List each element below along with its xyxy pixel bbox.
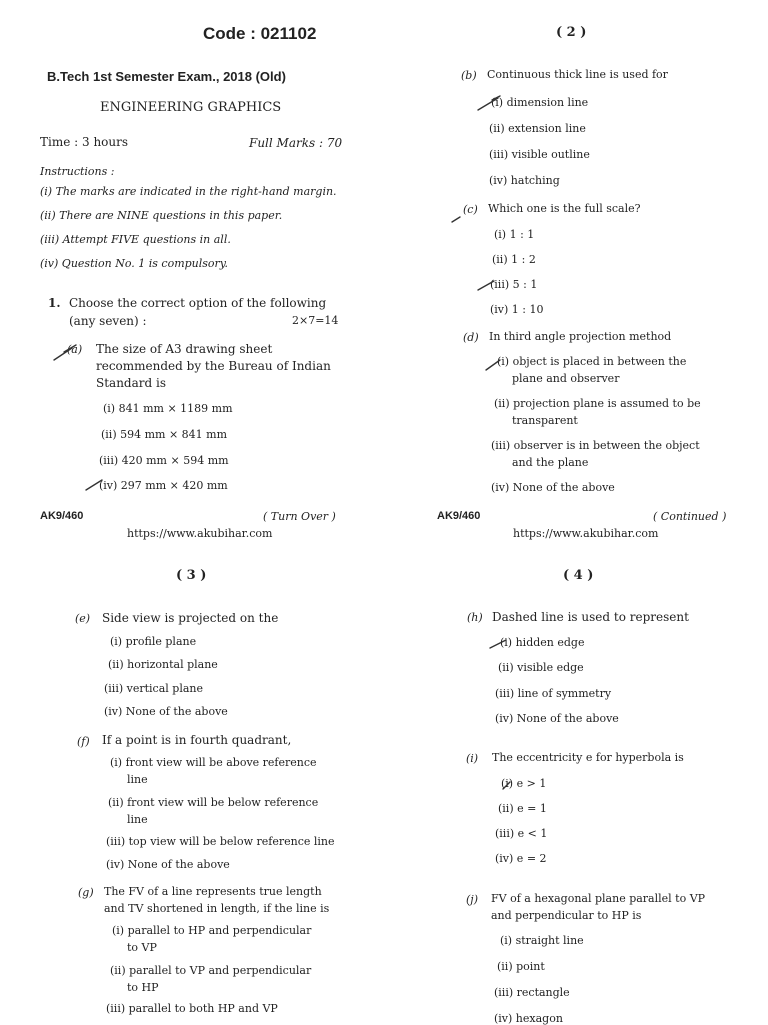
question-a-option-3: (iii) 420 mm × 594 mm — [99, 454, 229, 467]
question-f-option-1-line-1: (i) front view will be above reference — [110, 756, 317, 769]
question-f-label: (f) — [77, 735, 90, 748]
question-c-text: Which one is the full scale? — [488, 202, 641, 215]
question-1-number: 1. — [48, 296, 61, 310]
question-a-line-3: Standard is — [96, 376, 166, 390]
question-f-option-4: (iv) None of the above — [106, 858, 230, 871]
question-c-option-4: (iv) 1 : 10 — [490, 303, 544, 316]
question-g-option-1-line-1: (i) parallel to HP and perpendicular — [112, 924, 312, 937]
question-e-option-3: (iii) vertical plane — [104, 682, 203, 695]
question-d-option-3-line-2: and the plane — [512, 456, 589, 469]
question-b-label: (b) — [461, 69, 477, 82]
question-f-text: If a point is in fourth quadrant, — [102, 733, 292, 747]
paper-code: Code : 021102 — [203, 24, 317, 43]
question-d-option-3-line-1: (iii) observer is in between the object — [491, 439, 700, 452]
page-number-4: ( 4 ) — [563, 568, 594, 583]
question-g-option-2-line-1: (ii) parallel to VP and perpendicular — [110, 964, 312, 977]
question-a-option-2: (ii) 594 mm × 841 mm — [101, 428, 228, 441]
question-i-option-2: (ii) e = 1 — [498, 802, 547, 815]
footer-continued: ( Continued ) — [653, 510, 727, 523]
question-1-line-2: (any seven) : — [69, 314, 147, 328]
footer-url-p2[interactable]: https://www.akubihar.com — [513, 527, 659, 540]
question-j-line-1: FV of a hexagonal plane parallel to VP — [491, 892, 706, 905]
tick-mark-c — [452, 217, 460, 222]
question-e-option-4: (iv) None of the above — [104, 705, 228, 718]
question-h-text: Dashed line is used to represent — [492, 610, 689, 624]
question-d-label: (d) — [463, 331, 479, 344]
question-j-option-4: (iv) hexagon — [494, 1012, 563, 1025]
question-e-option-2: (ii) horizontal plane — [108, 658, 218, 671]
question-d-option-1-line-2: plane and observer — [512, 372, 620, 385]
question-1-marks: 2×7=14 — [292, 314, 339, 327]
question-e-option-1: (i) profile plane — [110, 635, 197, 648]
question-h-option-2: (ii) visible edge — [498, 661, 584, 674]
question-a-option-4: (iv) 297 mm × 420 mm — [99, 479, 228, 492]
question-i-label: (i) — [466, 752, 479, 765]
question-d-option-2-line-2: transparent — [512, 414, 578, 427]
question-f-option-3: (iii) top view will be below reference line — [106, 835, 335, 848]
subject-title: ENGINEERING GRAPHICS — [100, 100, 282, 115]
instruction-2: (ii) There are NINE questions in this paper. — [40, 209, 283, 222]
question-g-option-3: (iii) parallel to both HP and VP — [106, 1002, 278, 1015]
question-b-option-3: (iii) visible outline — [489, 148, 590, 161]
question-e-label: (e) — [75, 612, 91, 625]
question-d-option-2-line-1: (ii) projection plane is assumed to be — [494, 397, 701, 410]
footer-url-p1[interactable]: https://www.akubihar.com — [127, 527, 273, 540]
question-b-option-2: (ii) extension line — [489, 122, 586, 135]
question-f-option-2-line-1: (ii) front view will be below reference — [108, 796, 319, 809]
question-g-option-2-line-2: to HP — [127, 981, 159, 994]
question-i-option-4: (iv) e = 2 — [495, 852, 547, 865]
question-g-option-1-line-2: to VP — [127, 941, 157, 954]
question-a-label: (a) — [67, 343, 83, 356]
question-a-option-1: (i) 841 mm × 1189 mm — [103, 402, 233, 415]
question-f-option-1-line-2: line — [127, 773, 148, 786]
question-i-text: The eccentricity e for hyperbola is — [492, 751, 684, 764]
question-1-line-1: Choose the correct option of the following — [69, 296, 327, 310]
question-d-option-4: (iv) None of the above — [491, 481, 615, 494]
question-b-text: Continuous thick line is used for — [487, 68, 668, 81]
footer-turn-over: ( Turn Over ) — [263, 510, 336, 523]
question-h-label: (h) — [467, 611, 483, 624]
question-j-option-1: (i) straight line — [500, 934, 584, 947]
question-i-option-3: (iii) e < 1 — [495, 827, 548, 840]
instruction-1: (i) The marks are indicated in the right-hand margin. — [40, 185, 337, 198]
question-f-option-2-line-2: line — [127, 813, 148, 826]
question-e-text: Side view is projected on the — [102, 611, 279, 625]
instructions-heading: Instructions : — [40, 165, 115, 178]
question-j-option-2: (ii) point — [497, 960, 545, 973]
question-a-line-1: The size of A3 drawing sheet — [96, 342, 273, 356]
question-c-option-1: (i) 1 : 1 — [494, 228, 535, 241]
full-marks: Full Marks : 70 — [249, 136, 343, 150]
question-i-option-1: (i) e > 1 — [501, 777, 547, 790]
exam-title: B.Tech 1st Semester Exam., 2018 (Old) — [47, 69, 286, 84]
question-g-line-1: The FV of a line represents true length — [104, 885, 322, 898]
question-b-option-4: (iv) hatching — [489, 174, 560, 187]
question-d-option-1-line-1: (i) object is placed in between the — [497, 355, 687, 368]
time-allowed: Time : 3 hours — [40, 135, 129, 149]
question-c-option-3: (iii) 5 : 1 — [490, 278, 538, 291]
page-number-2: ( 2 ) — [556, 25, 587, 40]
question-g-label: (g) — [78, 886, 94, 899]
footer-code-p1: AK9/460 — [40, 510, 84, 522]
question-h-option-3: (iii) line of symmetry — [495, 687, 612, 700]
question-c-label: (c) — [463, 203, 478, 216]
question-a-line-2: recommended by the Bureau of Indian — [96, 359, 331, 373]
question-b-option-1: (i) dimension line — [491, 96, 589, 109]
question-h-option-1: (i) hidden edge — [500, 636, 585, 649]
question-j-option-3: (iii) rectangle — [494, 986, 570, 999]
question-d-text: In third angle projection method — [489, 330, 672, 343]
instruction-4: (iv) Question No. 1 is compulsory. — [40, 257, 229, 270]
question-j-label: (j) — [466, 893, 478, 906]
footer-code-p2: AK9/460 — [437, 510, 481, 522]
instruction-3: (iii) Attempt FIVE questions in all. — [40, 233, 231, 246]
question-c-option-2: (ii) 1 : 2 — [492, 253, 536, 266]
question-g-line-2: and TV shortened in length, if the line is — [104, 902, 330, 915]
page-number-3: ( 3 ) — [176, 568, 207, 583]
question-h-option-4: (iv) None of the above — [495, 712, 619, 725]
question-j-line-2: and perpendicular to HP is — [491, 909, 642, 922]
